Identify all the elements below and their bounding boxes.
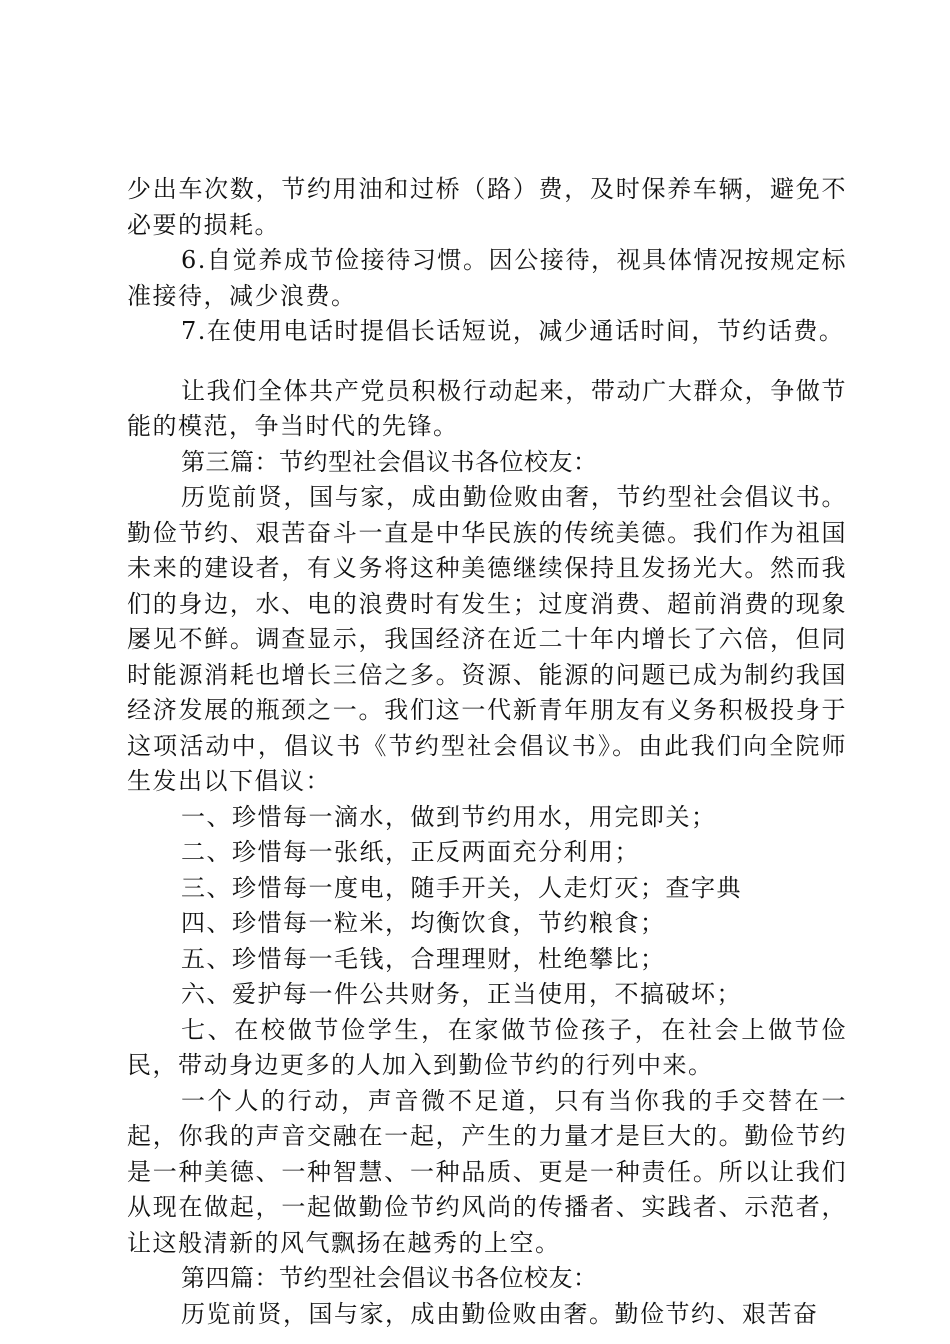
proposal-item-3: 三、珍惜每一度电，随手开关，人走灯灭；查字典 [181, 873, 742, 902]
paragraph-gap [127, 350, 847, 374]
proposal-item-4: 四、珍惜每一粒米，均衡饮食，节约粮食； [181, 909, 666, 937]
proposal-item-7: 七、在校做节俭学生，在家做节俭孩子，在社会上做节俭民，带动身边更多的人加入到勤俭节约的行列中来。 [127, 1015, 847, 1079]
section-heading-3: 第三篇：节约型社会倡议书各位校友： [181, 447, 598, 476]
proposal-item-1: 一、珍惜每一滴水，做到节约用水，用完即关； [181, 802, 717, 831]
paragraph-conclusion: 一个人的行动，声音微不足道，只有当你我的手交替在一起，你我的声音交融在一起，产生的力量才是巨大的。勤俭节约是一种美德、一种智慧、一种品质、更是一种责任。所以让我们从现在做起，一起做勤俭节约风尚的传播者、实践者、示范者，让这般清新的风气飘扬在越秀的上空。 [127, 1086, 847, 1257]
proposal-item-6: 六、爱护每一件公共财务，正当使用，不搞破坏； [181, 980, 742, 1008]
paragraph-continuation: 少出车次数，节约用油和过桥（路）费，及时保养车辆，避免不必要的损耗。 [127, 175, 847, 239]
list-item-6: 6.自觉养成节俭接待习惯。因公接待，视具体情况按规定标准接待，减少浪费。 [127, 246, 847, 310]
paragraph-intro-4: 历览前贤，国与家，成由勤俭败由奢。勤俭节约、艰苦奋 [181, 1299, 819, 1328]
section-heading-4: 第四篇：节约型社会倡议书各位校友： [181, 1264, 598, 1292]
list-item-7: 7.在使用电话时提倡长话短说，减少通话时间，节约话费。 [181, 317, 845, 345]
document-body [127, 172, 847, 1332]
proposal-item-5: 五、珍惜每一毛钱，合理理财，杜绝攀比； [181, 944, 666, 973]
paragraph-intro-3: 历览前贤，国与家，成由勤俭败由奢，节约型社会倡议书。勤俭节约、艰苦奋斗一直是中华民族的传统美德。我们作为祖国未来的建设者，有义务将这种美德继续保持且发扬光大。然而我们的身边，水、电的浪费时有发生；过度消费、超前消费的现象屡见不鲜。调查显示，我国经济在近二十年内增长了六倍，但同时能源消耗也增长三倍之多。资源、能源的问题已成为制约我国经济发展的瓶颈之一。我们这一代新青年朋友有义务积极投身于这项活动中，倡议书《节约型社会倡议书》。由此我们向全院师生发出以下倡议： [127, 483, 847, 795]
proposal-item-2: 二、珍惜每一张纸，正反两面充分利用； [181, 838, 640, 866]
paragraph-call-to-action: 让我们全体共产党员积极行动起来，带动广大群众，争做节能的模范，争当时代的先锋。 [127, 376, 847, 440]
